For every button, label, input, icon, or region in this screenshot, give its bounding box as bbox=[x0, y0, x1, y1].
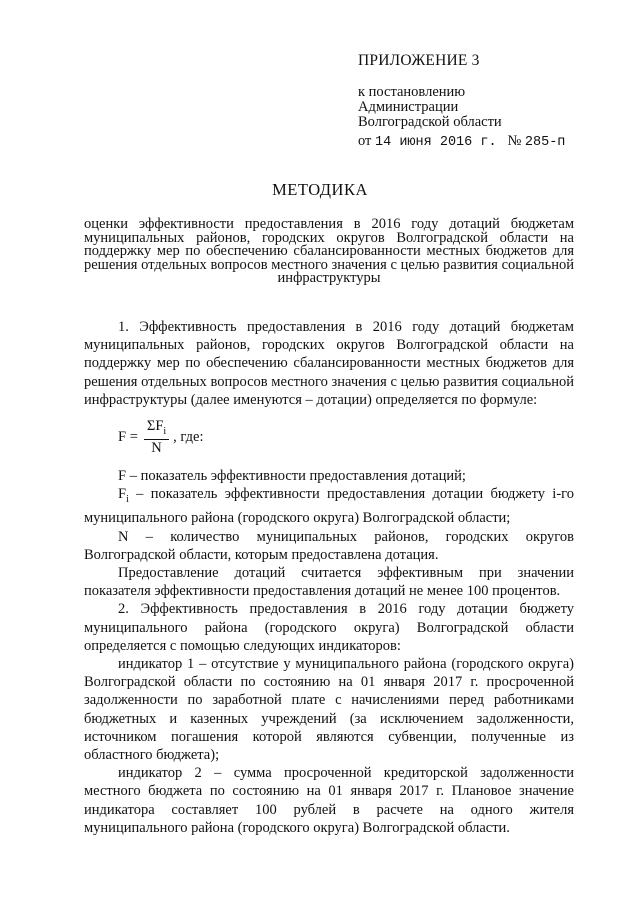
formula-suffix: , где: bbox=[173, 428, 204, 445]
document-body bbox=[84, 318, 574, 837]
number-prefix: № bbox=[507, 133, 522, 149]
definition-Fi: $F_i$ – показатель эффективности предоставления дотации бюджету i-го муниципального района (городского округа) Волгоградской области; bbox=[84, 486, 574, 527]
indicator-2: индикатор 2 – сумма просроченной кредиторской задолженности местного бюджета по состоянию на 01 января 2017 г. Плановое значение индикатора составляет 100 рублей в расчете на одного жителя муниципального района (городского округа) Волгоградской области. bbox=[84, 765, 574, 836]
paragraph-2: 2. Эффективность предоставления в 2016 году дотации бюджету муниципального района (городского округа) Волгоградской области определяется с помощью следующих индикаторов: bbox=[84, 601, 574, 654]
document-subtitle: оценки эффективности предоставления в 2016 году дотаций бюджетам муниципальных районов, городских округов Волгоградской области на поддержку мер по обеспечению сбалансированности местных бюджетов для решения отдельных вопросов местного значения с целью развития социальной инфраструктуры bbox=[84, 216, 574, 286]
paragraph-1: 1. Эффективность предоставления в 2016 году дотаций бюджетам муниципальных районов, городских округов Волгоградской области на поддержку мер по обеспечению сбалансированности местных бюджетов для решения отдельных вопросов местного значения с целью развития социальной инфраструктуры (далее именуются – дотации) определяется по формуле: bbox=[84, 319, 574, 408]
appendix-title: ПРИЛОЖЕНИЕ 3 bbox=[358, 52, 480, 69]
date-prefix: от bbox=[358, 133, 372, 149]
appendix-line-2: Администрации bbox=[358, 99, 459, 115]
appendix-line-1: к постановлению bbox=[358, 84, 466, 100]
formula-numerator: $\Sigma F_i$ bbox=[144, 418, 169, 441]
appendix-line-3: Волгоградской области bbox=[358, 114, 502, 130]
appendix-reference bbox=[358, 85, 502, 130]
decree-date-number bbox=[358, 133, 565, 150]
paragraph-effective: Предоставление дотаций считается эффективным при значении показателя эффективности предоставления дотаций не менее 100 процентов. bbox=[84, 564, 574, 600]
formula bbox=[118, 419, 574, 455]
definition-F: F – показатель эффективности предоставления дотаций; bbox=[118, 468, 466, 485]
definition-N: N – количество муниципальных районов, городских округов Волгоградской области, которым предоставлена дотация. bbox=[84, 528, 574, 563]
decree-number: 285-п bbox=[524, 135, 566, 150]
formula-denominator: N bbox=[151, 440, 162, 457]
indicator-1: индикатор 1 – отсутствие у муниципального района (городского округа) Волгоградской области по состоянию на 01 января 2017 г. просроченной задолженности по заработной плате с начислениями перед работниками бюджетных и казенных учреждений (за исключением задолженности, источником погашения которой являются субвенции, полученные из областного бюджета); bbox=[84, 655, 574, 763]
decree-date: 14 июня 2016 г. bbox=[375, 135, 497, 150]
document-title: МЕТОДИКА bbox=[272, 180, 368, 199]
formula-lhs: F = bbox=[118, 428, 138, 445]
formula-fraction bbox=[144, 418, 169, 457]
